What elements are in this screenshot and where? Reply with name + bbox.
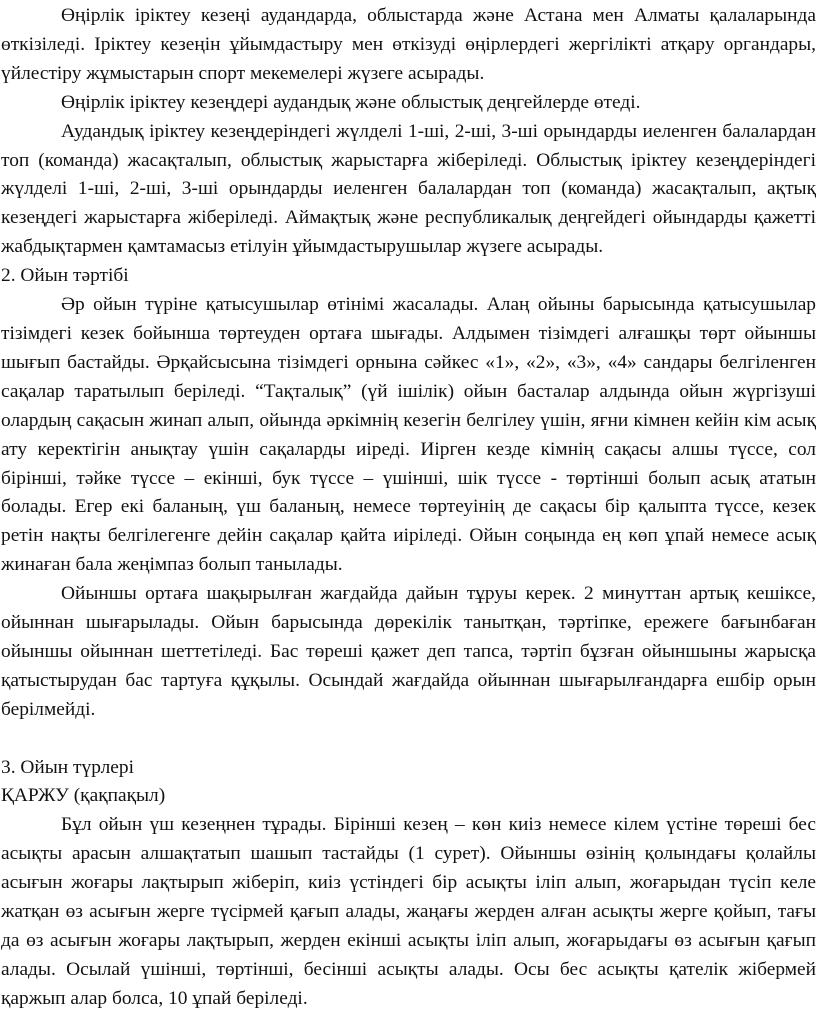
paragraph-player-conduct: Ойыншы ортаға шақырылған жағдайда дайын тұруы керек. 2 минуттан артық кешіксе, ойыннан шығарылады. Ойын барысында дөрекілік танытқан, тәртіпке, ережеге бағынбаған ойыншы ойыннан шеттетіледі. Бас төреші қажет деп тапса, тәртіп бұзған ойыншыны жарысқа қатыстырудан бас тартуға құқылы. Осындай жағдайда ойыннан шығарылғандарға ешбір орын берілмейді.: [1, 583, 816, 720]
paragraph-regional-stage: Өңірлік іріктеу кезеңі аудандарда, облыстарда және Астана мен Алматы қалаларында өткізіледі. Іріктеу кезеңін ұйымдастыру мен өткізуді өңірлердегі жергілікті атқару органдары, үйлестіру жұмыстарын спорт мекемелері жүзеге асырады.: [1, 5, 816, 84]
paragraph-team-selection: Аудандық іріктеу кезеңдеріндегі жүлделі 1-ші, 2-ші, 3-ші орындарды иеленген балалардан топ (команда) жасақталып, облыстық жарыстарға жіберіледі. Облыстық іріктеу кезеңдеріндегі жүлделі 1-ші, 2-ші, 3-ші орындарды иеленген балалардан топ (команда) жасақталып, ақтық кезеңдегі жарыстарға жіберіледі. Аймақтық және республикалық деңгейдегі ойындарды қажетті жабдықтармен қамтамасыз етілуін ұйымдастырушылар жүзеге асырады.: [1, 120, 816, 258]
subheading-karzhu: ҚАРЖУ (қақпақыл): [1, 785, 166, 807]
paragraph-game-order: Әр ойын түріне қатысушылар өтінімі жасалады. Алаң ойыны барысында қатысушылар тізімдегі кезек бойынша төртеуден ортаға шығады. Алдымен тізімдегі алғашқы төрт ойыншы шығып бастайды. Әрқайсысына тізімдегі орнына сәйкес «1», «2», «3», «4» сандары белгіленген сақалар таратылып беріледі. “Тақталық” (үй ішілік) ойын басталар алдында ойын жүргізуші олардың сақасын жинап алып, ойында әркімнің кезегін белгілеу үшін, яғни кімнен кейін кім асық ату керектігін анықтау үшін сақаларды иіреді. Иірген кезде кімнің сақасы алшы түссе, сол бірінші, тәйке түссе – екінші, бук түссе – үшінші, шік түссе - төртінші болып асық ататын болады. Егер екі баланың, үш баланың, немесе төртеуінің де сақасы бір қалыпта түссе, кезек ретін нақты белгілегенге дейін сақалар қайта иіріледі. Ойын соңында ең көп ұпай немесе асық жинаған бала жеңімпаз болып танылады.: [1, 294, 816, 576]
section-heading-game-types: 3. Ойын түрлері: [1, 756, 134, 778]
paragraph-stage-levels: Өңірлік іріктеу кезеңдері аудандық және облыстық деңгейлерде өтеді.: [61, 91, 641, 113]
section-heading-game-rules: 2. Ойын тәртібі: [1, 265, 129, 287]
paragraph-karzhu-description: Бұл ойын үш кезеңнен тұрады. Бірінші кезең – көн киіз немесе кілем үстіне төреші бес асықты арасын алшақтатып шашып тастайды (1 сурет). Ойыншы өзінің қолындағы қолайлы асығын жоғары лақтырып жіберіп, киіз үстіндегі бір асықты іліп алып, жоғарыдан түсіп келе жатқан өз асығын жерге түсірмей қағып алады, жаңағы жерден алған асықты жерге қойып, тағы да өз асығын жоғары лақтырып, жерден екінші асықты іліп алып, жоғарыдағы өз асығын қағып алады. Осылай үшінші, төртінші, бесінші асықты алады. Осы бес асықты қателік жібермей қаржып алар болса, 10 ұпай беріледі.: [1, 814, 816, 1009]
blank-line: [1, 725, 816, 754]
